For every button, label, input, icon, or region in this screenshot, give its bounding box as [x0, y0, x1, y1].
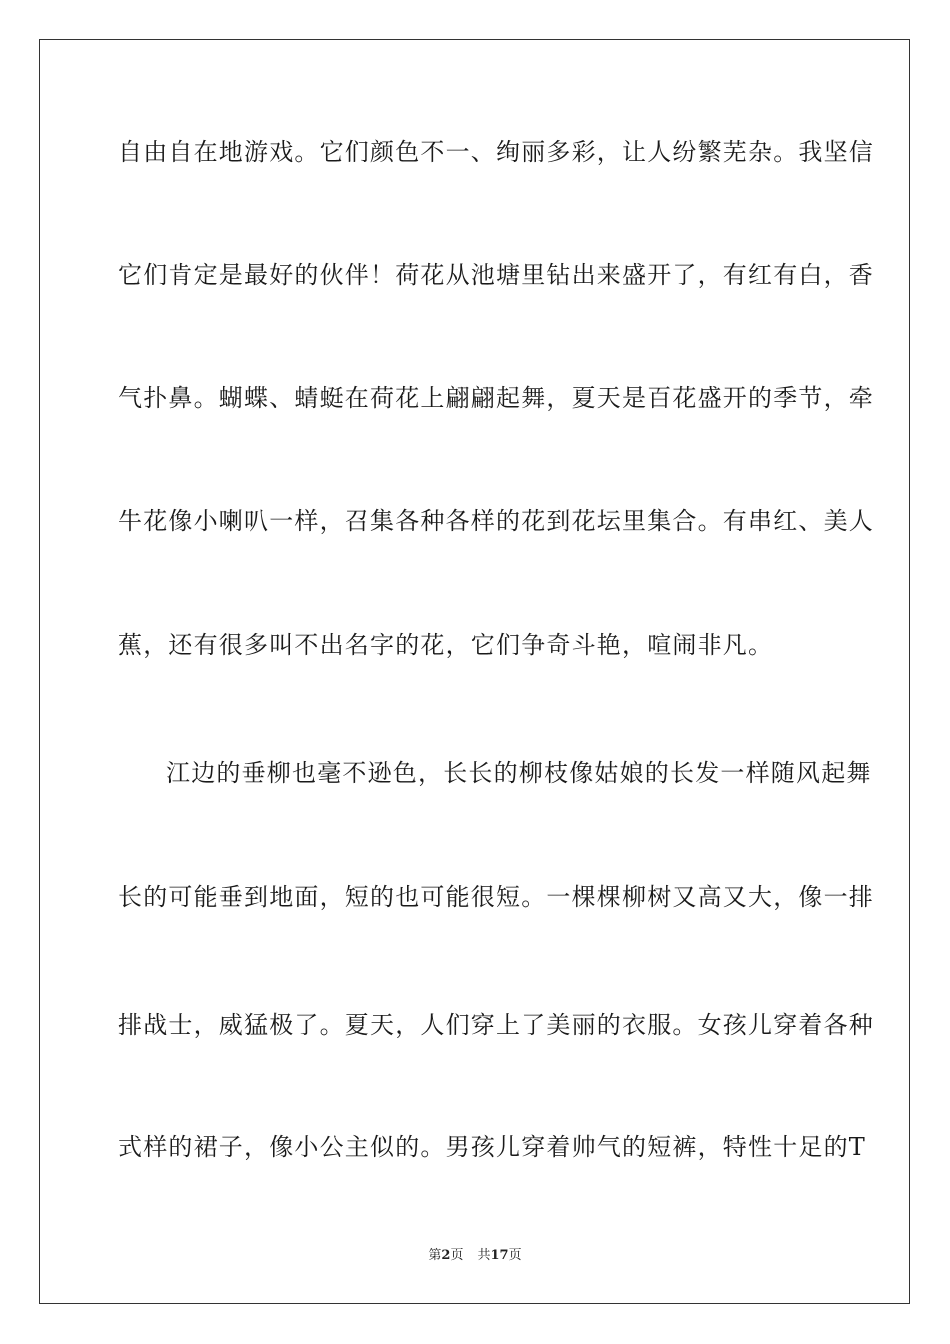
total-pages: 17: [490, 1248, 509, 1263]
paragraph-line-7: 长的可能垂到地面，短的也可能很短。一棵棵柳树又高又大，像一排: [118, 883, 874, 911]
paragraph-line-4: 牛花像小喇叭一样，召集各种各样的花到花坛里集合。有串红、美人: [118, 507, 874, 535]
paragraph-line-5: 蕉，还有很多叫不出名字的花，它们争奇斗艳，喧闹非凡。: [118, 631, 774, 659]
paragraph-line-1: 自由自在地游戏。它们颜色不一、绚丽多彩，让人纷繁芜杂。我坚信: [118, 138, 874, 166]
page-footer: [0, 1247, 950, 1265]
total-prefix: 共: [477, 1248, 491, 1263]
page-number: 2: [441, 1248, 451, 1263]
paragraph-line-2: 它们肯定是最好的伙伴！荷花从池塘里钻出来盛开了，有红有白，香: [118, 261, 874, 289]
paragraph-line-9: 式样的裙子，像小公主似的。男孩儿穿着帅气的短裤，特性十足的T: [118, 1133, 867, 1161]
page-suffix: 页: [450, 1248, 464, 1263]
paragraph-line-8: 排战士，威猛极了。夏天，人们穿上了美丽的衣服。女孩儿穿着各种: [118, 1011, 874, 1039]
paragraph-line-3: 气扑鼻。蝴蝶、蜻蜓在荷花上翩翩起舞，夏天是百花盛开的季节，牵: [118, 384, 874, 412]
paragraph-line-6: 江边的垂柳也毫不逊色，长长的柳枝像姑娘的长发一样随风起舞: [166, 759, 872, 787]
page-prefix: 第: [428, 1248, 442, 1263]
total-suffix: 页: [508, 1248, 522, 1263]
page-border: [39, 39, 910, 1304]
